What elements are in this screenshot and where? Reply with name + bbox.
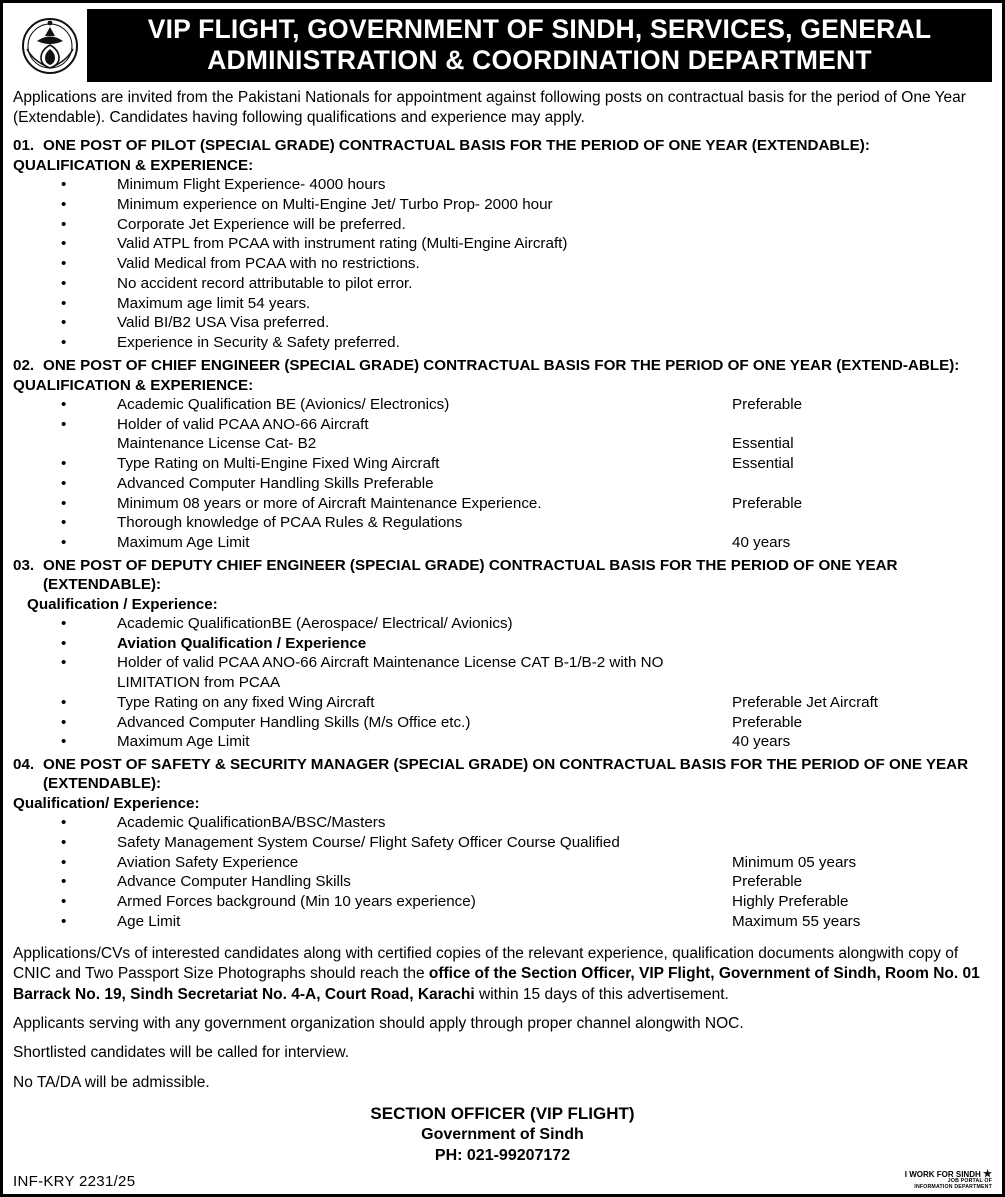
list-item <box>13 892 992 912</box>
bullet-icon: • <box>61 654 67 672</box>
list-item <box>13 494 992 514</box>
requirement-value: Maximum 55 years <box>732 912 861 930</box>
bullet-icon: • <box>61 634 67 652</box>
requirement-text: Advance Computer Handling Skills <box>117 873 351 891</box>
bullet-icon: • <box>61 415 67 433</box>
requirements-list <box>13 614 992 752</box>
requirement-value: 40 years <box>732 733 791 751</box>
bullet-icon: • <box>61 195 67 213</box>
requirement-value <box>732 175 992 195</box>
post-heading <box>13 755 992 793</box>
bullet-icon: • <box>61 395 67 413</box>
requirement-value <box>732 513 992 533</box>
requirement-text: Maximum Age Limit <box>117 733 250 751</box>
inf-number: INF-KRY 2231/25 <box>13 1173 136 1191</box>
requirement-text: Maximum age limit 54 years. <box>117 294 311 312</box>
requirement-text: Type Rating on any fixed Wing Aircraft <box>117 693 375 711</box>
requirements-list <box>13 395 992 553</box>
list-item <box>13 274 992 294</box>
post-heading <box>13 136 992 155</box>
bullet-icon: • <box>61 176 67 194</box>
bullet-icon: • <box>61 215 67 233</box>
signature-phone: PH: 021-99207172 <box>434 1147 571 1165</box>
signature-block <box>13 1103 992 1167</box>
list-item <box>13 175 992 195</box>
bullet-icon: • <box>61 235 67 253</box>
logo-subtitle-1: JOB PORTAL OF <box>947 1178 992 1185</box>
closing-section <box>13 944 992 1094</box>
list-item <box>13 614 992 634</box>
requirement-value: Preferable <box>732 713 803 731</box>
bullet-icon: • <box>61 514 67 532</box>
bullet-icon: • <box>61 853 67 871</box>
header-title-bar <box>87 9 992 82</box>
requirement-text: Valid Medical from PCAA with no restrictions. <box>117 255 420 273</box>
requirements-list <box>13 175 992 353</box>
requirement-text: Age Limit <box>117 912 181 930</box>
requirement-value <box>732 215 992 235</box>
closing-paragraph-1 <box>13 944 992 1005</box>
requirement-value <box>732 333 992 353</box>
bullet-icon: • <box>61 474 67 492</box>
post-title: ONE POST OF SAFETY & SECURITY MANAGER (SPECIAL GRADE) ON CONTRACTUAL BASIS FOR THE PERIOD OF ONE YEAR (EXTENDABLE): <box>43 756 969 793</box>
sindh-job-portal-logo-icon <box>905 1169 992 1179</box>
requirement-value <box>732 195 992 215</box>
job-portal-logo <box>905 1169 992 1190</box>
requirement-text: No accident record attributable to pilot error. <box>117 274 413 292</box>
bullet-icon: • <box>61 833 67 851</box>
list-item <box>13 454 992 474</box>
header-title-line-1: VIP FLIGHT, GOVERNMENT OF SINDH, SERVICES, GENERAL <box>147 14 932 44</box>
closing-paragraph-2: Applicants serving with any government organization should apply through proper channel alongwith NOC. <box>13 1014 744 1032</box>
bullet-icon: • <box>61 733 67 751</box>
requirement-text: Academic QualificationBE (Aerospace/ Electrical/ Avionics) <box>117 614 513 632</box>
bullet-icon: • <box>61 814 67 832</box>
posts-container <box>13 136 992 932</box>
list-item <box>13 853 992 873</box>
post-heading <box>13 556 992 594</box>
bullet-icon: • <box>61 314 67 332</box>
closing-paragraph-4: No TA/DA will be admissible. <box>13 1073 210 1091</box>
requirement-text: Type Rating on Multi-Engine Fixed Wing Aircraft <box>117 455 440 473</box>
post-number: 04. <box>13 756 35 774</box>
list-item <box>13 215 992 235</box>
requirement-value <box>732 313 992 333</box>
document-header <box>13 9 992 82</box>
requirement-text: Academic Qualification BE (Avionics/ Electronics) <box>117 395 450 413</box>
requirement-value: 40 years <box>732 534 791 552</box>
bullet-icon: • <box>61 873 67 891</box>
requirement-text: Experience in Security & Safety preferred. <box>117 334 400 352</box>
list-item <box>13 395 992 415</box>
list-item <box>13 513 992 533</box>
logo-subtitle-2: INFORMATION DEPARTMENT <box>914 1183 992 1190</box>
signature-government: Government of Sindh <box>421 1126 584 1144</box>
closing-p1-address: office of the Section Officer, VIP Flight, Government of Sindh, Room No. 01 Barrack No. 19, Sindh Secretariat No. 4-A, Court Road, Karachi <box>13 965 980 1003</box>
requirement-value <box>732 653 992 693</box>
sindh-government-crest-icon <box>13 9 87 82</box>
requirement-text: Aviation Qualification / Experience <box>117 634 367 652</box>
post-number: 01. <box>13 137 35 155</box>
bullet-icon: • <box>61 294 67 312</box>
requirement-value <box>732 474 992 494</box>
requirement-value: Essential <box>732 455 794 473</box>
bullet-icon: • <box>61 614 67 632</box>
requirement-text: Academic QualificationBA/BSC/Masters <box>117 814 386 832</box>
post-subheading: QUALIFICATION & EXPERIENCE: <box>13 157 254 175</box>
post-title: ONE POST OF CHIEF ENGINEER (SPECIAL GRADE) CONTRACTUAL BASIS FOR THE PERIOD OF ONE YEAR (EXTEND-ABLE): <box>43 356 960 374</box>
requirement-text: Valid BI/B2 USA Visa preferred. <box>117 314 330 332</box>
requirement-text: Valid ATPL from PCAA with instrument rating (Multi-Engine Aircraft) <box>117 235 568 253</box>
bullet-icon: • <box>61 455 67 473</box>
requirement-text: Maximum Age Limit <box>117 534 250 552</box>
bullet-icon: • <box>61 534 67 552</box>
list-item <box>13 533 992 553</box>
post-subheading: Qualification / Experience: <box>27 595 218 613</box>
requirement-value: Minimum 05 years <box>732 853 857 871</box>
requirement-value: Preferable <box>732 873 803 891</box>
list-item <box>13 254 992 274</box>
post-subheading: QUALIFICATION & EXPERIENCE: <box>13 376 254 394</box>
document-footer <box>13 1169 992 1190</box>
list-item <box>13 872 992 892</box>
requirement-text: Aviation Safety Experience <box>117 853 299 871</box>
list-item <box>13 434 992 454</box>
bullet-icon: • <box>61 494 67 512</box>
list-item <box>13 333 992 353</box>
list-item <box>13 912 992 932</box>
requirement-value <box>732 254 992 274</box>
signature-officer-title: SECTION OFFICER (VIP FLIGHT) <box>370 1104 635 1124</box>
list-item <box>13 693 992 713</box>
list-item <box>13 833 992 853</box>
requirement-value <box>732 813 992 833</box>
list-item <box>13 313 992 333</box>
closing-paragraph-3: Shortlisted candidates will be called for interview. <box>13 1044 350 1062</box>
bullet-icon: • <box>61 693 67 711</box>
requirement-text: Armed Forces background (Min 10 years experience) <box>117 893 476 911</box>
list-item <box>13 653 992 693</box>
list-item <box>13 474 992 494</box>
requirement-value <box>732 274 992 294</box>
bullet-icon: • <box>61 893 67 911</box>
list-item <box>13 195 992 215</box>
logo-title: I WORK FOR SINDH <box>904 1170 981 1180</box>
list-item <box>13 634 992 654</box>
closing-p1-part-b: within 15 days of this advertisement. <box>474 985 729 1003</box>
bullet-icon: • <box>61 274 67 292</box>
list-item <box>13 294 992 314</box>
bullet-icon: • <box>61 912 67 930</box>
list-item <box>13 415 992 435</box>
header-title-line-2: ADMINISTRATION & COORDINATION DEPARTMENT <box>207 44 872 75</box>
requirement-value <box>732 634 992 654</box>
requirement-text: Corporate Jet Experience will be preferred. <box>117 215 406 233</box>
list-item <box>13 732 992 752</box>
requirement-value <box>732 614 992 634</box>
requirements-list <box>13 813 992 932</box>
list-item <box>13 713 992 733</box>
bullet-icon: • <box>61 713 67 731</box>
requirement-text: Advanced Computer Handling Skills (M/s Office etc.) <box>117 713 471 731</box>
requirement-value: Essential <box>732 435 794 453</box>
requirement-value: Highly Preferable <box>732 893 849 911</box>
post-number: 03. <box>13 556 35 574</box>
requirement-value <box>732 294 992 314</box>
requirement-text: Minimum Flight Experience- 4000 hours <box>117 176 386 194</box>
post-heading <box>13 356 992 375</box>
requirement-text: Holder of valid PCAA ANO-66 Aircraft Maintenance License CAT B-1/B-2 with NO LIMITATION from PCAA <box>117 654 664 692</box>
post-title: ONE POST OF DEPUTY CHIEF ENGINEER (SPECIAL GRADE) CONTRACTUAL BASIS FOR THE PERIOD OF ONE YEAR (EXTENDABLE): <box>43 556 898 593</box>
post-subheading: Qualification/ Experience: <box>13 795 200 813</box>
requirement-value <box>732 833 992 853</box>
requirement-text: Maintenance License Cat- B2 <box>117 435 317 453</box>
requirement-text: Minimum experience on Multi-Engine Jet/ Turbo Prop- 2000 hour <box>117 195 553 213</box>
requirement-text: Advanced Computer Handling Skills Preferable <box>117 474 434 492</box>
requirement-value <box>732 415 992 435</box>
requirement-text: Minimum 08 years or more of Aircraft Maintenance Experience. <box>117 494 542 512</box>
requirement-value <box>732 234 992 254</box>
requirement-value: Preferable Jet Aircraft <box>732 693 879 711</box>
bullet-icon: • <box>61 255 67 273</box>
list-item <box>13 813 992 833</box>
bullet-icon: • <box>61 334 67 352</box>
requirement-text: Thorough knowledge of PCAA Rules & Regulations <box>117 514 463 532</box>
post-title: ONE POST OF PILOT (SPECIAL GRADE) CONTRACTUAL BASIS FOR THE PERIOD OF ONE YEAR (EXTENDABLE): <box>43 137 870 155</box>
requirement-value: Preferable <box>732 395 803 413</box>
requirement-text: Safety Management System Course/ Flight Safety Officer Course Qualified <box>117 833 620 851</box>
list-item <box>13 234 992 254</box>
intro-paragraph: Applications are invited from the Pakistani Nationals for appointment against following posts on contractual basis for the period of One Year (Extendable). Candidates having following qualifications and experience may apply. <box>13 89 966 127</box>
requirement-text: Holder of valid PCAA ANO-66 Aircraft <box>117 415 369 433</box>
closing-p1-part-a: Applications/CVs of interested candidates along with certified copies of the relevant experience, qualification documents alongwith copy of CNIC and Two Passport Size Photographs should reach the <box>13 944 959 983</box>
requirement-value: Preferable <box>732 494 803 512</box>
post-number: 02. <box>13 356 35 374</box>
